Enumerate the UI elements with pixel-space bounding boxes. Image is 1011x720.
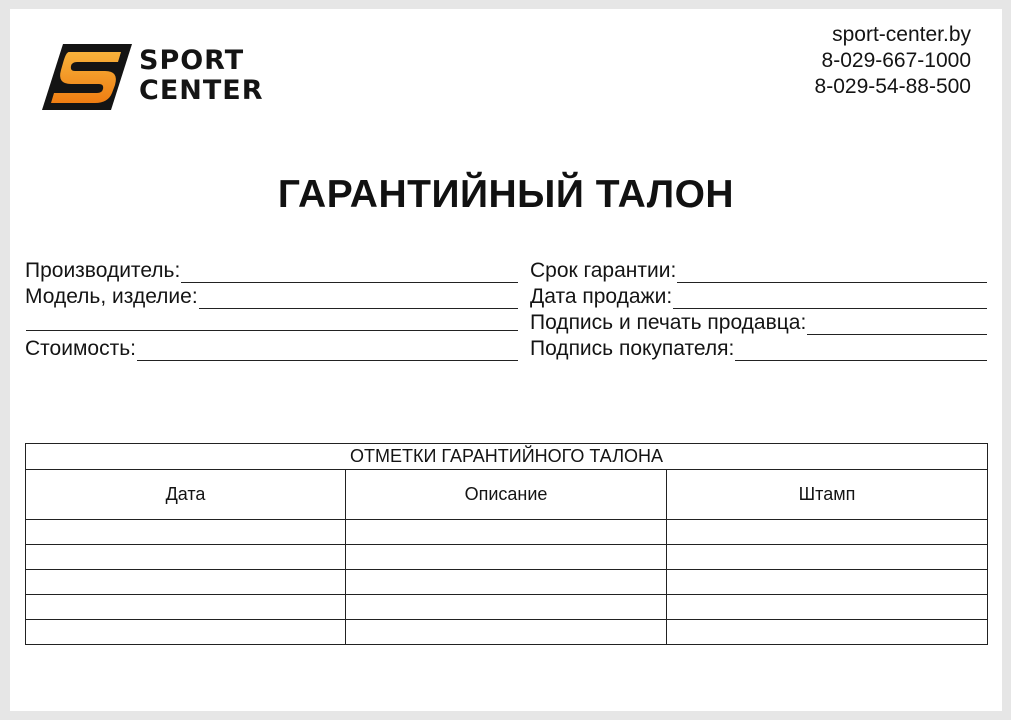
stamp-cell[interactable]	[667, 570, 988, 595]
date-cell[interactable]	[26, 620, 346, 645]
warranty-card-sheet	[10, 9, 1002, 711]
extra-line-field[interactable]	[25, 311, 518, 331]
sport-center-s-mark-icon	[41, 43, 133, 111]
contacts-block	[815, 22, 971, 100]
model-blank-line[interactable]	[199, 289, 518, 309]
date-cell[interactable]	[26, 595, 346, 620]
price-blank-line[interactable]	[137, 341, 518, 361]
phone-2-text: 8-029-54-88-500	[814, 75, 971, 98]
description-cell[interactable]	[346, 545, 667, 570]
column-header-stamp: Штамп	[667, 470, 988, 520]
manufacturer-label: Производитель:	[25, 259, 181, 282]
stamp-cell[interactable]	[667, 595, 988, 620]
stamp-cell[interactable]	[667, 545, 988, 570]
seller-signature-label: Подпись и печать продавца:	[530, 311, 807, 334]
column-header-description: Описание	[346, 470, 667, 520]
table-caption: ОТМЕТКИ ГАРАНТИЙНОГО ТАЛОНА	[26, 444, 988, 470]
model-label: Модель, изделие:	[25, 285, 198, 308]
table-row	[26, 595, 988, 620]
date-cell[interactable]	[26, 520, 346, 545]
manufacturer-field[interactable]	[25, 259, 518, 283]
stamp-cell[interactable]	[667, 520, 988, 545]
page-title: ГАРАНТИЙНЫЙ ТАЛОН	[277, 173, 735, 216]
model-field[interactable]	[25, 285, 518, 309]
description-cell[interactable]	[346, 520, 667, 545]
phone-1-text: 8-029-667-1000	[821, 49, 971, 72]
buyer-signature-field[interactable]	[530, 337, 987, 361]
warranty-period-label: Срок гарантии:	[530, 259, 677, 282]
extra-blank-line[interactable]	[26, 311, 518, 331]
logo-word-center: CENTER	[139, 75, 264, 106]
sale-date-field[interactable]	[530, 285, 987, 309]
buyer-signature-label: Подпись покупателя:	[530, 337, 735, 360]
buyer-signature-blank-line[interactable]	[735, 341, 987, 361]
description-cell[interactable]	[346, 595, 667, 620]
logo-word-sport: SPORT	[139, 45, 245, 76]
stamp-cell[interactable]	[667, 620, 988, 645]
description-cell[interactable]	[346, 620, 667, 645]
price-label: Стоимость:	[25, 337, 136, 360]
sale-date-blank-line[interactable]	[673, 289, 987, 309]
manufacturer-blank-line[interactable]	[181, 263, 518, 283]
date-cell[interactable]	[26, 570, 346, 595]
sale-date-label: Дата продажи:	[530, 285, 673, 308]
warranty-marks-table	[25, 443, 988, 645]
seller-signature-field[interactable]	[530, 311, 987, 335]
column-header-date: Дата	[26, 470, 346, 520]
table-row	[26, 520, 988, 545]
date-cell[interactable]	[26, 545, 346, 570]
table-caption-row	[26, 444, 988, 470]
warranty-period-field[interactable]	[530, 259, 987, 283]
table-row	[26, 545, 988, 570]
table-row	[26, 620, 988, 645]
sport-center-logo	[41, 43, 291, 113]
website-text: sport-center.by	[832, 23, 971, 46]
description-cell[interactable]	[346, 570, 667, 595]
warranty-period-blank-line[interactable]	[677, 263, 987, 283]
table-row	[26, 570, 988, 595]
seller-signature-blank-line[interactable]	[807, 315, 987, 335]
table-header-row	[26, 470, 988, 520]
price-field[interactable]	[25, 337, 518, 361]
